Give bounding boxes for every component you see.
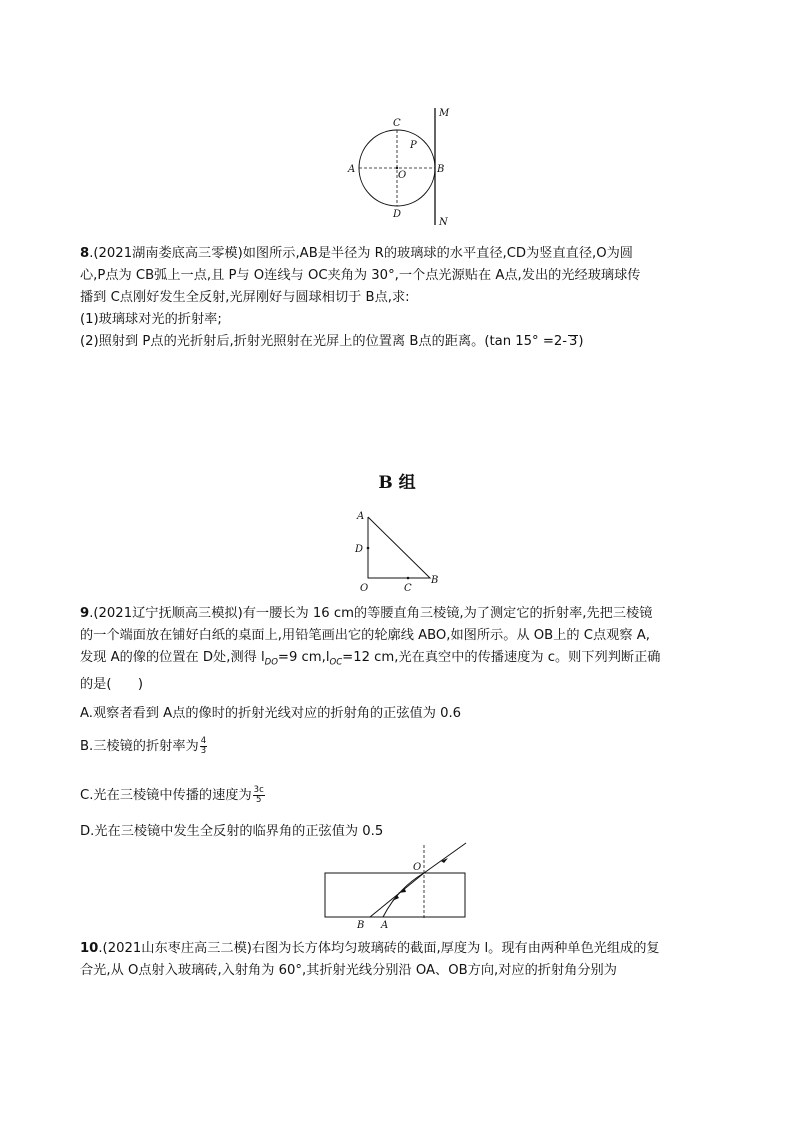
figure-glass-sphere — [340, 100, 460, 230]
sqrt-3: 3 — [569, 334, 578, 349]
block-outline — [325, 873, 465, 917]
point-d — [367, 547, 370, 550]
question-10 — [80, 938, 720, 982]
label-b: B — [431, 575, 439, 586]
refracted-ray-oa — [383, 873, 424, 917]
q10-line-1: .(2021山东枣庄高三二模)右图为长方体均匀玻璃砖的截面,厚度为 l。现有由两种单色光组成的复 — [98, 941, 660, 956]
label-d: D — [355, 544, 364, 555]
label-a: A — [381, 920, 389, 931]
q8-line-1: .(2021湖南娄底高三零模)如图所示,AB是半径为 R的玻璃球的水平直径,CD为竖直直径,O为圆 — [89, 246, 633, 261]
label-b: B — [357, 920, 365, 931]
label-c: C — [404, 583, 412, 594]
q9-line-4: 的是( ) — [80, 676, 144, 692]
question-9 — [80, 603, 720, 696]
question-number: 10 — [80, 941, 99, 956]
label-p: P — [410, 140, 417, 151]
triangle-outline — [368, 517, 430, 578]
figure-triangle-prism — [348, 505, 448, 595]
center-dot-o — [396, 167, 398, 169]
q9-line-2: 的一个端面放在铺好白纸的桌面上,用铅笔画出它的轮廓线 ABO,如图所示。从 OB上的 C点观察 A, — [80, 628, 650, 643]
q8-line-5: (2)照射到 P点的光折射后,折射光照射在光屏上的位置离 B点的距离。(tan 15° =2- 3) — [80, 334, 584, 349]
label-b: B — [437, 164, 445, 175]
option-a: A.观察者看到 A点的像时的折射光线对应的折射角的正弦值为 0.6 — [80, 706, 462, 721]
label-o: O — [360, 583, 369, 594]
label-a: A — [348, 164, 356, 175]
question-number: 8 — [80, 246, 90, 261]
option-b: B.三棱镜的折射率为 $\frac{4}{3}$ — [80, 735, 207, 756]
label-o: O — [413, 862, 422, 873]
label-m: M — [439, 108, 450, 119]
fraction-3c-5: $\frac{3c}{5}$ — [253, 784, 264, 805]
label-o: O — [398, 170, 407, 181]
q8-line-3: 播到 C点刚好发生全反射,光屏刚好与圆球相切于 B点,求: — [80, 290, 410, 305]
label-d: D — [393, 209, 402, 220]
section-heading: B 组 — [378, 473, 416, 493]
incident-ray — [424, 843, 466, 873]
q9-line-3: 发现 A的像的位置在 D处,测得 $l_{DO}=9$ $cm,l_{OC}=12$ cm,光在真空中的传播速度为 c。则下列判断正确 — [80, 650, 661, 668]
q8-line-4: (1)玻璃球对光的折射率; — [80, 312, 222, 327]
figure-glass-block — [320, 840, 470, 932]
q8-line-2: 心,P点为 CB弧上一点,且 P与 O连线与 OC夹角为 30°,一个点光源贴在 A点,发出的光经玻璃球传 — [80, 268, 641, 283]
q10-line-2: 合光,从 O点射入玻璃砖,入射角为 60°,其折射光线分别沿 OA、OB方向,对应的折射角分别为 — [80, 963, 617, 978]
question-8 — [80, 243, 720, 353]
label-n: N — [439, 217, 448, 228]
option-c: C.光在三棱镜中传播的速度为 $\frac{3c}{5}$ — [80, 784, 264, 805]
question-number: 9 — [80, 606, 90, 621]
point-c — [407, 577, 410, 580]
label-a: A — [357, 511, 365, 522]
fraction-4-3: $\frac{4}{3}$ — [200, 735, 207, 756]
option-d: D.光在三棱镜中发生全反射的临界角的正弦值为 0.5 — [80, 824, 384, 839]
label-c: C — [393, 118, 401, 129]
q9-line-1: .(2021辽宁抚顺高三模拟)有一腰长为 16 cm的等腰直角三棱镜,为了测定它的折射率,先把三棱镜 — [89, 606, 653, 621]
